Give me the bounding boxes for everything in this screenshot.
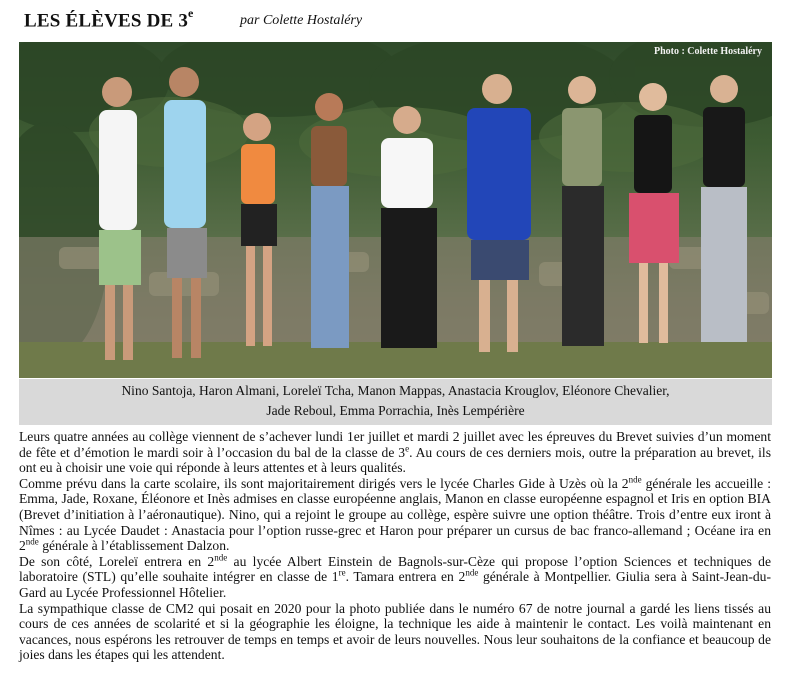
article-title: LES ÉLÈVES DE 3e (24, 6, 194, 32)
photo-credit: Photo : Colette Hostaléry (653, 46, 762, 57)
paragraph-2: Comme prévu dans la carte scolaire, ils sont majoritairement dirigés vers le lycée Charles Gide à Uzès où la 2nde générale les accueille : Emma, Jade, Roxane, Éléonore et Inès admises en classe européenne anglais, Manon en classe européenne espagnol et Iris en option BIA (Brevet d’initiation à l’aéronautique). Nino, qui a rejoint le groupe au collège, espère suivre une option théâtre. Trois d’entre eux iront à Nîmes : au Lycée Daudet : Anastacia pour l’option russe-grec et Haron pour préparer un cursus de bac franco-allemand ; Océane ira en 2nde générale à l’établissement Dalzon. (19, 474, 771, 554)
photo-illustration (19, 42, 772, 378)
byline: par Colette Hostaléry (240, 13, 363, 28)
photo-caption (19, 379, 772, 425)
paragraph-1: Leurs quatre années au collège viennent de s’achever lundi 1er juillet et mardi 2 juillet avec les épreuves du Brevet suivies d’un moment de fête et d’émotion le mardi soir à l’occasion du bal de la classe de 3e. Au cours de ces derniers mois, outre la préparation au brevet, ils ont eu à choisir une voie qui réponde à leurs attentes et à leurs qualités. (19, 429, 771, 476)
article-header (24, 8, 784, 34)
paragraph-3: De son côté, Loreleï entrera en 2nde au lycée Albert Einstein de Bagnols-sur-Cèze qui propose l’option Sciences et techniques de laboratoire (STL) qu’elle souhaite intégrer en classe de 1re. Tamara entrera en 2nde générale à Montpellier. Giulia sera à Saint-Jean-du-Gard au Lycée Professionnel Hôtelier. (19, 552, 771, 600)
caption-line-2: Jade Reboul, Emma Porrachia, Inès Lempérière (266, 403, 525, 418)
paragraph-4: La sympathique classe de CM2 qui posait en 2020 pour la photo publiée dans le numéro 67 de notre journal a gardé les liens tissés au cours de ces années de scolarité et si la géographie les éloigne, la technique les aide à maintenir le contact. Les voilà maintenant en vacances, nous espérons les retrouver de temps en temps et avoir de leurs nouvelles. Nous leur souhaitons de la confiance et beaucoup de joies dans les étapes qui les attendent. (19, 600, 771, 663)
group-photo (19, 42, 772, 378)
article-body (19, 429, 771, 663)
caption-line-1: Nino Santoja, Haron Almani, Loreleï Tcha, Manon Mappas, Anastacia Krouglov, Eléonore Chevalier, (121, 383, 670, 398)
